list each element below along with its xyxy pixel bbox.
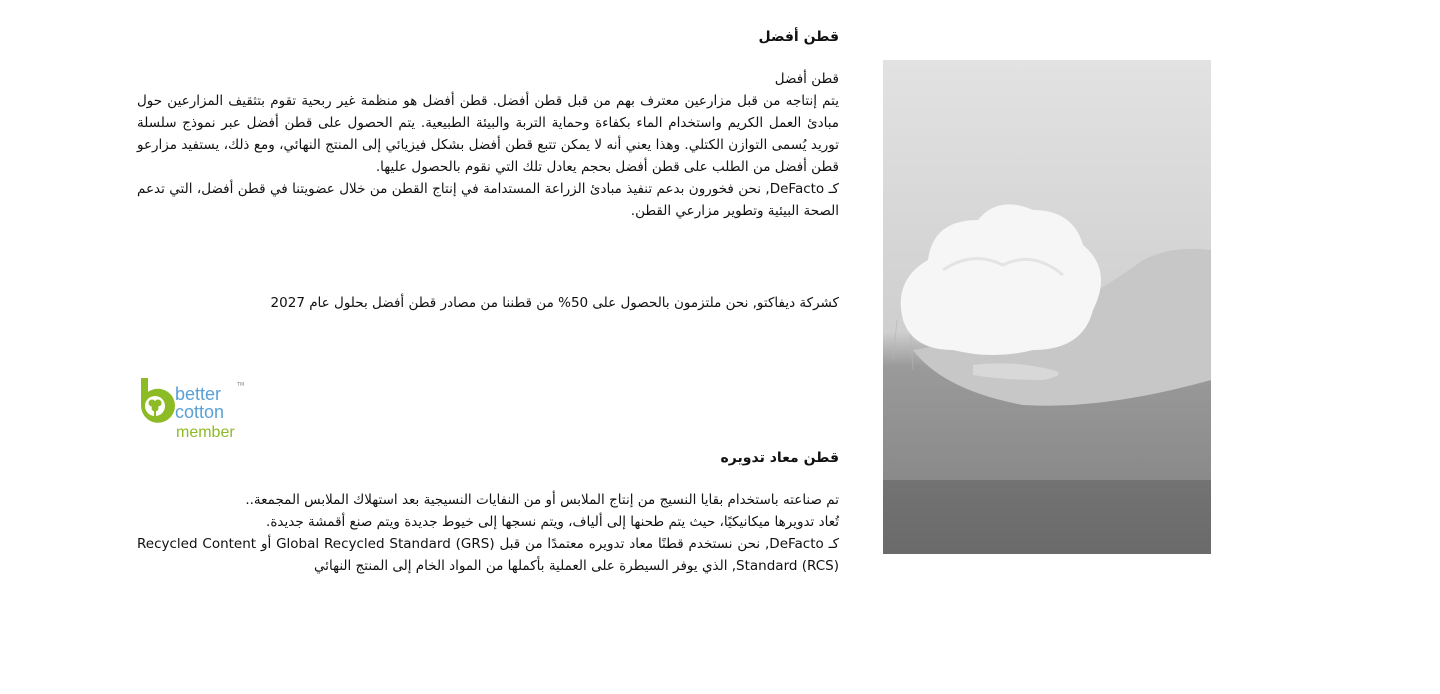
recycled-cotton-heading: قطن معاد تدويره: [720, 450, 839, 466]
recycled-cotton-paragraph-2: تُعاد تدويرها ميكانيكيًا، حيث يتم طحنها إلى ألياف، ويتم نسجها إلى خيوط جديدة ويتم صنع أقمشة جديدة.: [266, 514, 839, 530]
better-cotton-heading: قطن أفضل: [758, 29, 839, 45]
recycled-cotton-paragraph-1: تم صناعته باستخدام بقايا النسيج من إنتاج الملابس أو من النفايات النسيجية بعد استهلاك الملابس المجمعة..: [245, 492, 839, 508]
logo-text-member: member: [176, 424, 235, 440]
logo-text-cotton: cotton: [175, 402, 225, 422]
better-cotton-section: [137, 26, 839, 222]
better-cotton-membership-paragraph: كـ DeFacto, نحن فخورون بدعم تنفيذ مبادئ الزراعة المستدامة في إنتاج القطن من خلال عضويتنا في قطن أفضل، التي تدعم الصحة البيئية وتطوير مزارعي القطن.: [137, 181, 839, 219]
recycled-cotton-section: [137, 447, 839, 577]
better-cotton-paragraph: يتم إنتاجه من قبل مزارعين معترف بهم من قبل قطن أفضل. قطن أفضل هو منظمة غير ربحية تقوم بتثقيف المزارعين حول مبادئ العمل الكريم واستخدام الماء بكفاءة وحماية التربة والبيئة الطبيعية. يتم الحصول على قطن أفضل عبر نموذج سلسلة توريد يُسمى التوازن الكتلي. وهذا يعني أنه لا يمكن تتبع قطن أفضل بشكل فيزيائي إلى المنتج النهائي، ومع ذلك، يستفيد مزارعو قطن أفضل من الطلب على قطن أفضل بحجم يعادل تلك التي نقوم بالحصول عليها.: [137, 93, 839, 175]
better-cotton-subheading: قطن أفضل: [774, 71, 839, 87]
cotton-in-hands-photo: [883, 60, 1211, 554]
better-cotton-member-logo: [137, 376, 249, 440]
logo-text-better: better: [175, 384, 222, 404]
logo-tm: TM: [237, 382, 245, 388]
recycled-cotton-paragraph-3: كـ DeFacto, نحن نستخدم قطنًا معاد تدويره معتمدًا من قبل Global Recycled Standard (GRS) أو Recycled Content Standard (RCS), الذي يوفر السيطرة على العملية بأكملها من المواد الخام إلى المنتج النهائي: [137, 536, 840, 574]
better-cotton-pledge: كشركة ديفاكتو, نحن ملتزمون بالحصول على 50% من قطننا من مصادر قطن أفضل بحلول عام 2027: [270, 295, 839, 311]
